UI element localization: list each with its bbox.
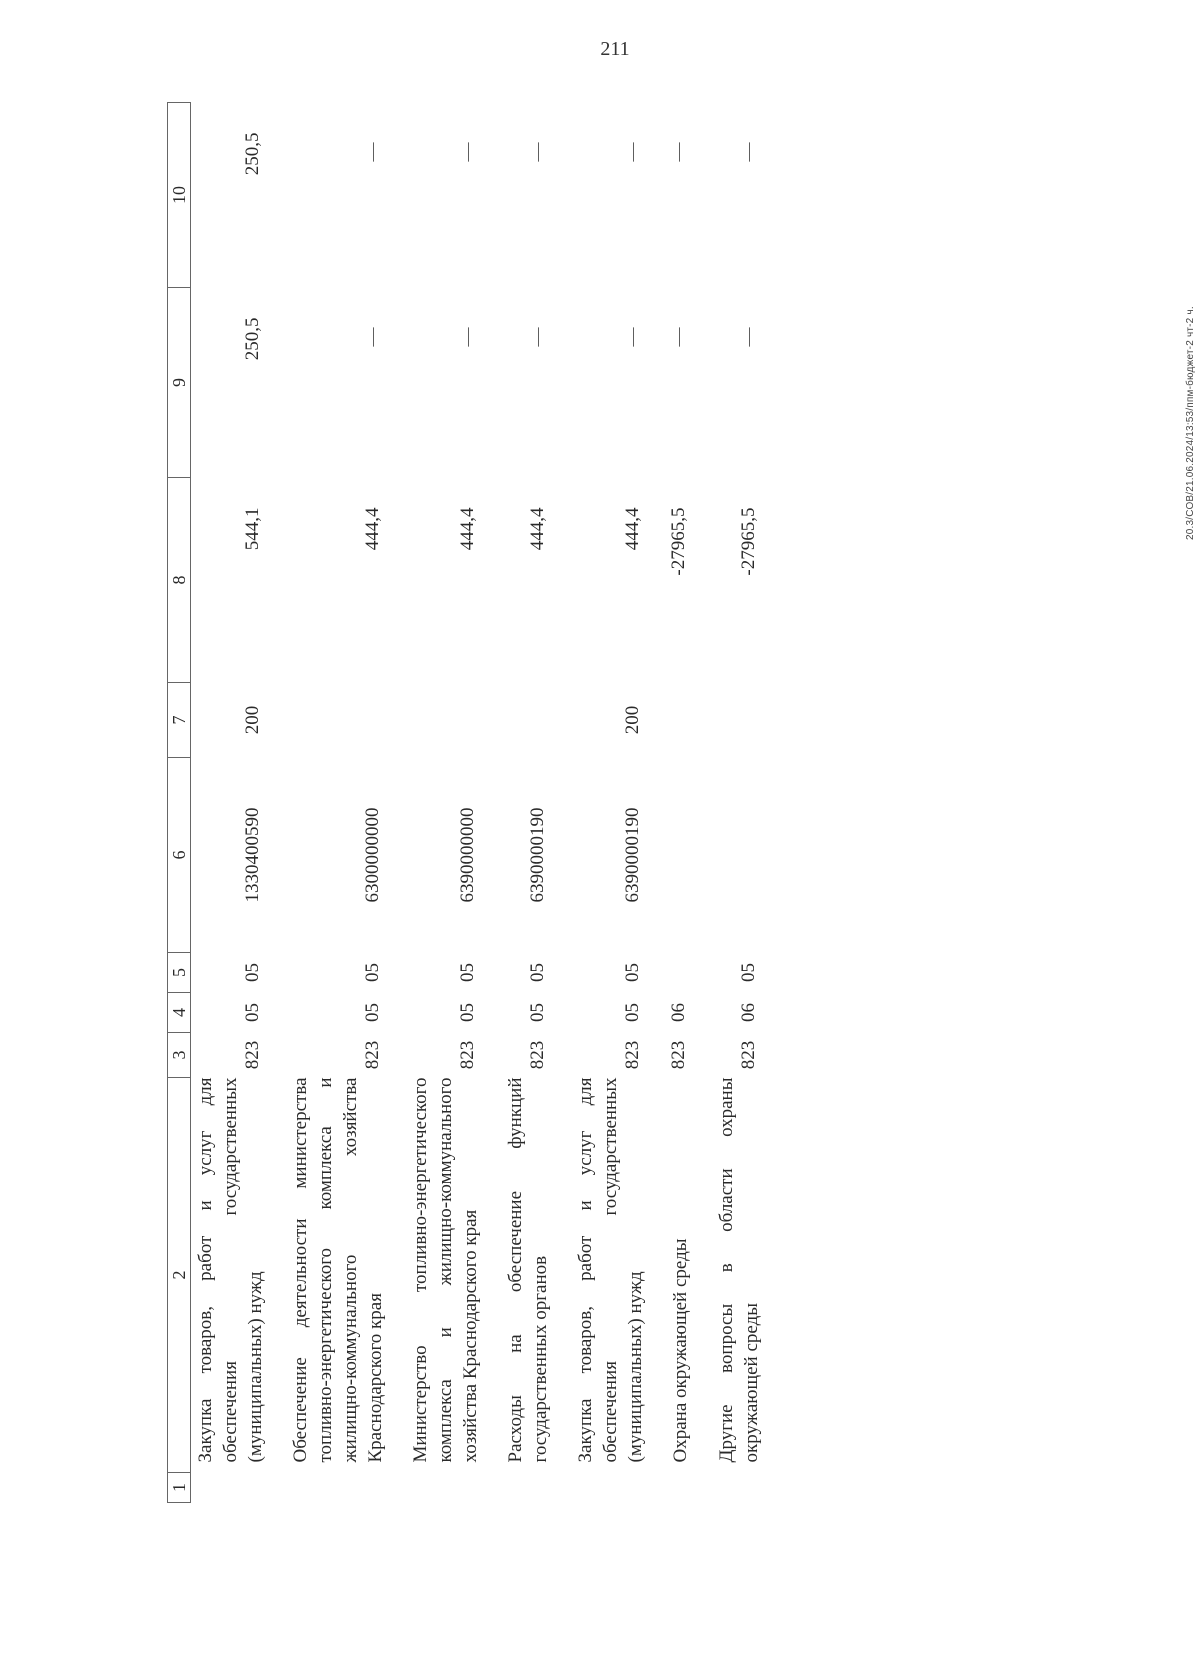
header-col-8: 8 xyxy=(168,478,191,683)
cell-col-10: — xyxy=(527,142,548,162)
cell-col-4: 05 xyxy=(622,1003,643,1022)
cell-col-5: 05 xyxy=(527,963,548,982)
table-row xyxy=(666,103,694,1503)
cell-col-7 xyxy=(501,683,553,758)
cell-col-9: — xyxy=(738,327,759,347)
cell-col-4: 05 xyxy=(362,1003,383,1022)
header-col-3: 3 xyxy=(168,1033,191,1078)
cell-col-9: 250,5 xyxy=(242,317,263,361)
table-row xyxy=(712,103,764,1503)
header-col-4: 4 xyxy=(168,993,191,1033)
cell-col-3: 823 xyxy=(362,1040,383,1070)
cell-col-8: -27965,5 xyxy=(738,507,759,576)
row-name: Охрана окружающей среды xyxy=(670,1238,691,1463)
table-row xyxy=(571,103,648,1503)
cell-col-3: 823 xyxy=(242,1040,263,1070)
table-row xyxy=(406,103,483,1503)
row-name: Расходы на обеспечение функций государственных органов xyxy=(505,1077,551,1463)
cell-col-3: 823 xyxy=(622,1040,643,1070)
cell-col-8: 544,1 xyxy=(242,507,263,551)
table-row xyxy=(286,103,388,1503)
cell-col-10: — xyxy=(738,142,759,162)
cell-col-3: 823 xyxy=(738,1040,759,1070)
document-footer-code: 20.3/СОВ/21.06.2024/13:53/ппм-бюджет-2 чт-2 ч. xyxy=(1185,306,1196,540)
cell-col-10: 250,5 xyxy=(242,132,263,176)
header-col-5: 5 xyxy=(168,953,191,993)
cell-col-9: — xyxy=(457,327,478,347)
cell-col-10: — xyxy=(668,142,689,162)
row-name: Министерство топливно-энергетического комплекса и жилищно-коммунального хозяйства Краснодарского края xyxy=(410,1077,481,1463)
cell-col-5 xyxy=(666,953,694,993)
cell-col-8: 444,4 xyxy=(527,507,548,551)
cell-col-9: — xyxy=(622,327,643,347)
cell-col-6: 6390000000 xyxy=(457,807,478,903)
cell-col-7: 200 xyxy=(622,705,643,735)
budget-table xyxy=(167,102,764,1503)
cell-col-3: 823 xyxy=(527,1040,548,1070)
cell-col-5: 05 xyxy=(738,963,759,982)
cell-col-8: 444,4 xyxy=(622,507,643,551)
cell-col-7 xyxy=(666,683,694,758)
cell-col-7: 200 xyxy=(242,705,263,735)
cell-col-7 xyxy=(712,683,764,758)
table-row xyxy=(501,103,553,1503)
cell-col-4: 05 xyxy=(457,1003,478,1022)
cell-col-9: — xyxy=(668,327,689,347)
cell-col-9: — xyxy=(362,327,383,347)
header-row xyxy=(168,103,191,1503)
header-col-9: 9 xyxy=(168,288,191,478)
cell-col-10: — xyxy=(362,142,383,162)
cell-col-5: 05 xyxy=(362,963,383,982)
header-col-10: 10 xyxy=(168,103,191,288)
row-name: Другие вопросы в области охраны окружающей среды xyxy=(716,1077,762,1463)
table-row xyxy=(191,103,269,1503)
cell-col-8: 444,4 xyxy=(362,507,383,551)
header-col-7: 7 xyxy=(168,683,191,758)
cell-col-7 xyxy=(406,683,483,758)
cell-col-5: 05 xyxy=(457,963,478,982)
header-col-6: 6 xyxy=(168,758,191,953)
header-col-1: 1 xyxy=(168,1473,191,1503)
cell-col-6: 6300000000 xyxy=(362,807,383,903)
cell-col-6 xyxy=(666,758,694,953)
cell-col-6 xyxy=(712,758,764,953)
cell-col-9: — xyxy=(527,327,548,347)
cell-col-10: — xyxy=(622,142,643,162)
cell-col-7 xyxy=(286,683,388,758)
cell-col-5: 05 xyxy=(242,963,263,982)
cell-col-6: 1330400590 xyxy=(242,807,263,903)
cell-col-4: 06 xyxy=(668,1003,689,1022)
row-name: Закупка товаров, работ и услуг для обеспечения государственных (муниципальных) нужд xyxy=(195,1077,266,1463)
cell-col-4: 06 xyxy=(738,1003,759,1022)
cell-col-10: — xyxy=(457,142,478,162)
row-name: Обеспечение деятельности министерства топливно-энергетического комплекса и жилищно-коммунального хозяйства Краснодарского края xyxy=(290,1077,386,1463)
cell-col-6: 6390000190 xyxy=(622,807,643,903)
cell-col-3: 823 xyxy=(457,1040,478,1070)
cell-col-8: 444,4 xyxy=(457,507,478,551)
page-number: 211 xyxy=(600,38,630,60)
cell-col-4: 05 xyxy=(527,1003,548,1022)
cell-col-4: 05 xyxy=(242,1003,263,1022)
cell-col-8: -27965,5 xyxy=(668,507,689,576)
cell-col-3: 823 xyxy=(668,1040,689,1070)
cell-col-6: 6390000190 xyxy=(527,807,548,903)
row-name: Закупка товаров, работ и услуг для обеспечения государственных (муниципальных) нужд xyxy=(575,1077,646,1463)
cell-col-5: 05 xyxy=(622,963,643,982)
header-col-2: 2 xyxy=(168,1078,191,1473)
budget-table-rotated xyxy=(167,103,989,1503)
